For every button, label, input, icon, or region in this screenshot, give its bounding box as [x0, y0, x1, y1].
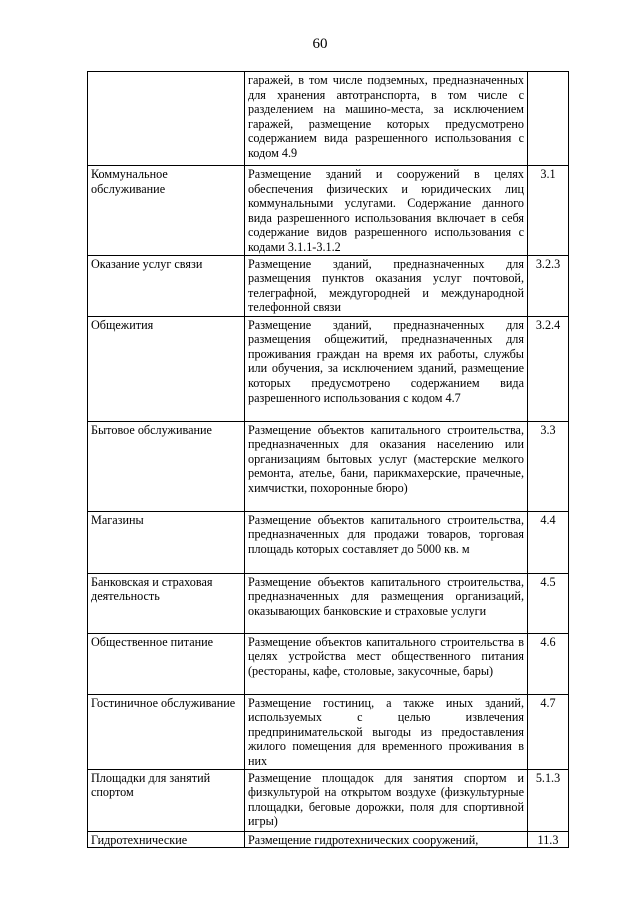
table-row	[88, 511, 569, 573]
table-row	[88, 769, 569, 831]
use-type-description: гаражей, в том числе подземных, предназначенных для хранения автотранспорта, в том числе с разделением на машино-места, за исключением гаражей, размещение которых предусмотрено содержанием вида разрешенного использования с кодом 4.9	[245, 72, 528, 166]
use-type-description: Размещение объектов капитального строительства, предназначенных для размещения организаций, оказывающих банковские и страховые услуги	[245, 573, 528, 633]
table-row	[88, 166, 569, 256]
use-type-name: Площадки для занятий спортом	[88, 769, 245, 831]
use-type-code: 3.1	[528, 166, 569, 256]
use-type-name: Общественное питание	[88, 633, 245, 694]
page-number: 60	[312, 36, 328, 52]
use-type-description: Размещение объектов капитального строительства в целях устройства мест общественного питания (рестораны, кафе, столовые, закусочные, бары)	[245, 633, 528, 694]
use-type-description: Размещение гостиниц, а также иных зданий, используемых с целью извлечения предпринимательской выгоды из предоставления жилого помещения для временного проживания в них	[245, 694, 528, 769]
table-row	[88, 573, 569, 633]
use-type-description: Размещение площадок для занятия спортом и физкультурой на открытом воздухе (физкультурные площадки, беговые дорожки, поля для спортивной игры)	[245, 769, 528, 831]
use-type-code: 3.2.3	[528, 255, 569, 316]
use-type-name: Коммунальное обслуживание	[88, 166, 245, 256]
use-type-description: Размещение зданий и сооружений в целях обеспечения физических и юридических лиц коммунальными услугами. Содержание данного вида разрешенного использования включает в себя содержание видов разрешенного использования с кодами 3.1.1-3.1.2	[245, 166, 528, 256]
use-type-description: Размещение объектов капитального строительства, предназначенных для продажи товаров, торговая площадь которых составляет до 5000 кв. м	[245, 511, 528, 573]
table-row	[88, 255, 569, 316]
land-use-table	[87, 71, 569, 848]
use-type-name: Магазины	[88, 511, 245, 573]
use-type-description: Размещение зданий, предназначенных для размещения общежитий, предназначенных для проживания граждан на время их работы, службы или обучения, за исключением зданий, размещение которых предусмотрено содержанием вида разрешенного использования с кодом 4.7	[245, 316, 528, 421]
use-type-name: Гидротехнические	[88, 831, 245, 848]
use-type-code: 11.3	[528, 831, 569, 848]
use-type-name: Бытовое обслуживание	[88, 421, 245, 511]
use-type-description: Размещение объектов капитального строительства, предназначенных для оказания населению или организациям бытовых услуг (мастерские мелкого ремонта, ателье, бани, парикмахерские, прачечные, химчистки, похоронные бюро)	[245, 421, 528, 511]
table-row	[88, 72, 569, 166]
table-row	[88, 421, 569, 511]
use-type-code: 5.1.3	[528, 769, 569, 831]
table-row	[88, 694, 569, 769]
table-row	[88, 316, 569, 421]
use-type-code: 4.7	[528, 694, 569, 769]
use-type-code: 4.4	[528, 511, 569, 573]
use-type-code: 3.3	[528, 421, 569, 511]
use-type-name: Оказание услуг связи	[88, 255, 245, 316]
use-type-code: 3.2.4	[528, 316, 569, 421]
use-type-description: Размещение гидротехнических сооружений,	[245, 831, 528, 848]
use-type-description: Размещение зданий, предназначенных для размещения пунктов оказания услуг почтовой, телеграфной, междугородней и международной телефонной связи	[245, 255, 528, 316]
use-type-name: Гостиничное обслуживание	[88, 694, 245, 769]
use-type-name: Банковская и страховая деятельность	[88, 573, 245, 633]
use-type-name	[88, 72, 245, 166]
table-row	[88, 633, 569, 694]
use-type-code	[528, 72, 569, 166]
table-row	[88, 831, 569, 848]
use-type-name: Общежития	[88, 316, 245, 421]
use-type-code: 4.6	[528, 633, 569, 694]
use-type-code: 4.5	[528, 573, 569, 633]
